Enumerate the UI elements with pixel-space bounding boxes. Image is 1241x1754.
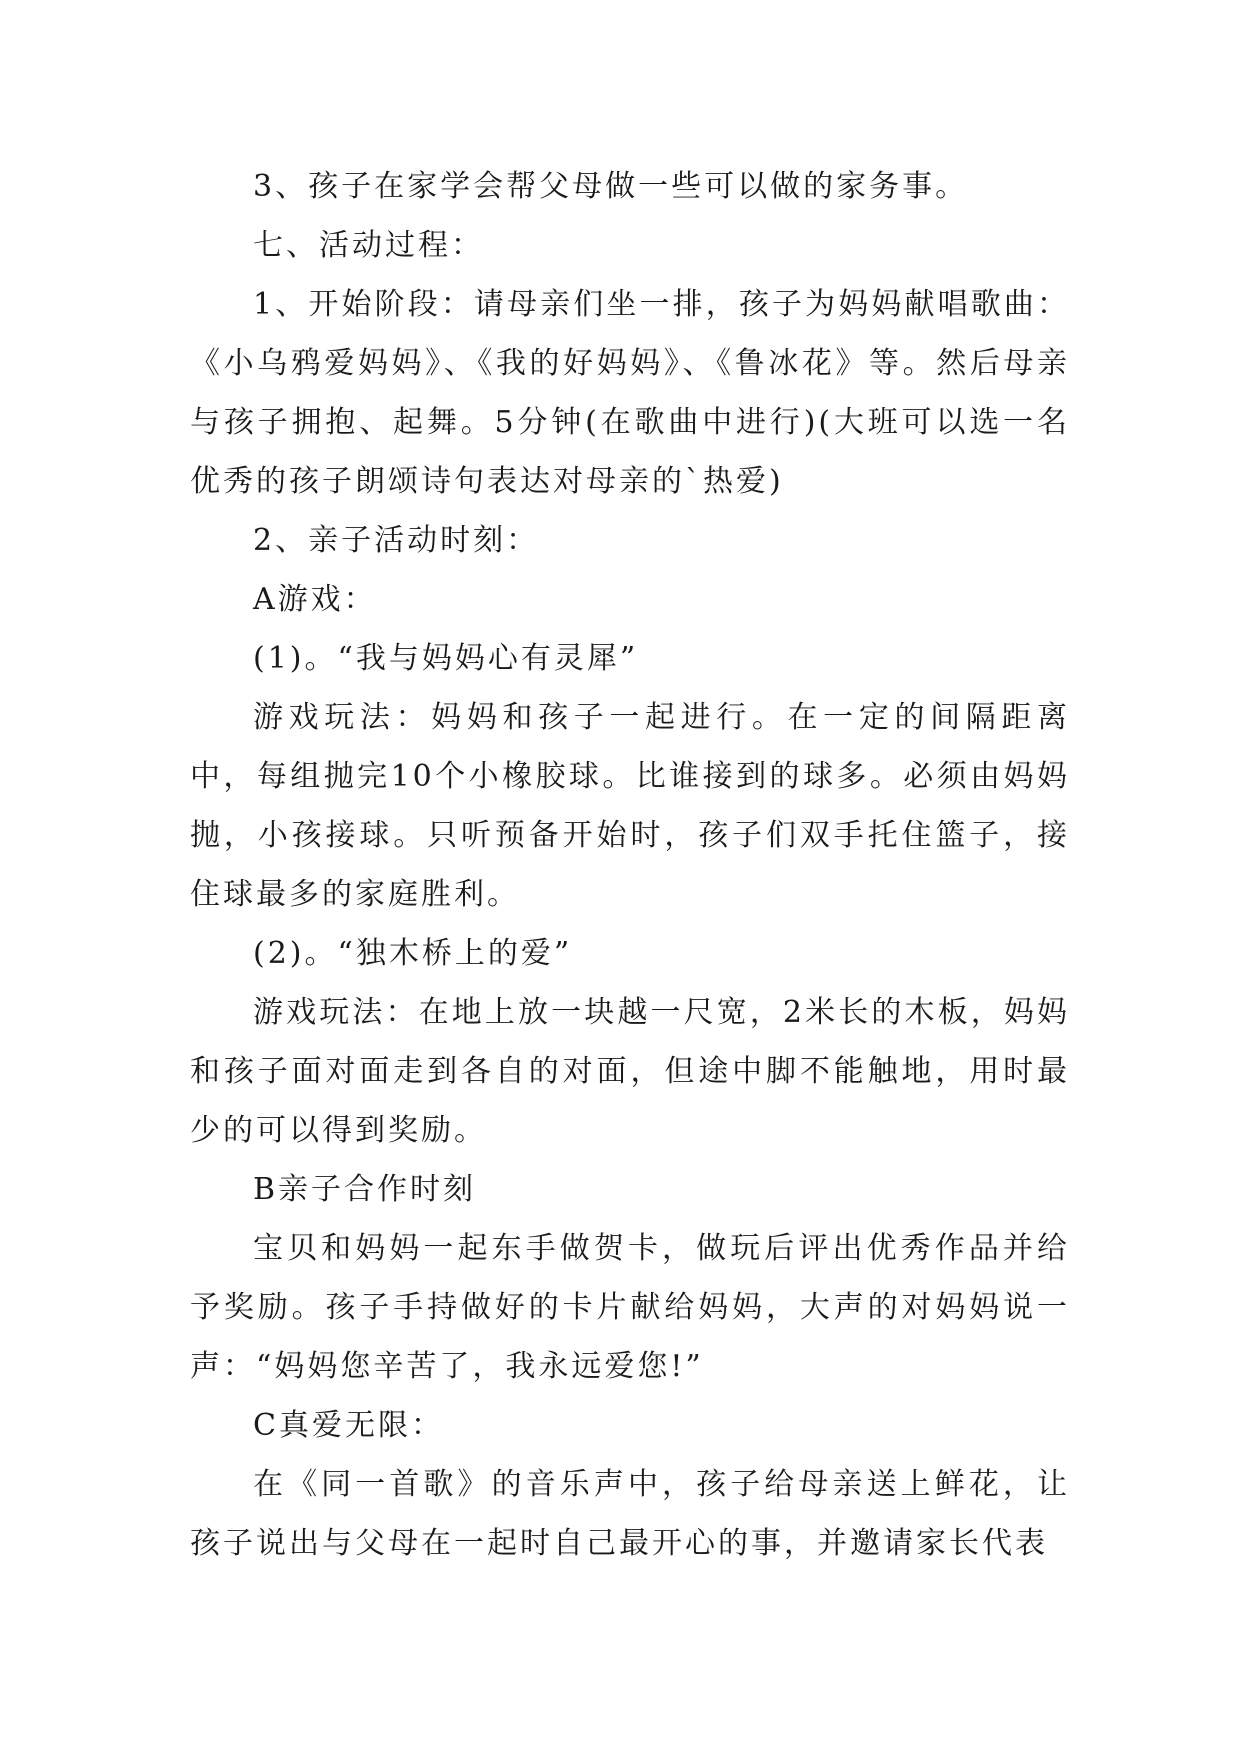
paragraph-parent-child-time: 2、亲子活动时刻：	[253, 523, 540, 558]
section-heading-activity-process: 七、活动过程：	[253, 228, 484, 263]
paragraph-opening-stage: 1、开始阶段：请母亲们坐一排，孩子为妈妈献唱歌曲：《小乌鸦爱妈妈》、《我的好妈妈》、《鲁冰花》等。然后母亲与孩子拥抱、起舞。5分钟(在歌曲中进行)(大班可以选一名优秀的孩子朗颂诗句表达对母亲的`热爱)	[190, 287, 1070, 499]
game-rules-1: 游戏玩法：妈妈和孩子一起进行。在一定的间隔距离中，每组抛完10个小橡胶球。比谁接到的球多。必须由妈妈抛，小孩接球。只听预备开始时，孩子们双手托住篮子，接住球最多的家庭胜利。	[190, 700, 1070, 912]
subheading-cooperation: B亲子合作时刻	[253, 1172, 477, 1207]
game-rules-2: 游戏玩法：在地上放一块越一尺宽，2米长的木板，妈妈和孩子面对面走到各自的对面，但途中脚不能触地，用时最少的可以得到奖励。	[190, 995, 1070, 1148]
subheading-games: A游戏：	[253, 582, 377, 617]
paragraph-chores: 3、孩子在家学会帮父母做一些可以做的家务事。	[253, 169, 969, 204]
paragraph-same-song: 在《同一首歌》的音乐声中，孩子给母亲送上鲜花，让孩子说出与父母在一起时自己最开心的事，并邀请家长代表	[190, 1467, 1070, 1561]
paragraph-greeting-card: 宝贝和妈妈一起东手做贺卡，做玩后评出优秀作品并给予奖励。孩子手持做好的卡片献给妈妈，大声的对妈妈说一声：“妈妈您辛苦了，我永远爱您!”	[190, 1231, 1070, 1384]
subheading-true-love: C真爱无限：	[253, 1408, 444, 1443]
game-title-2: (2)。“独木桥上的爱”	[253, 936, 573, 971]
document-body	[190, 157, 1070, 1573]
game-title-1: (1)。“我与妈妈心有灵犀”	[253, 641, 639, 676]
